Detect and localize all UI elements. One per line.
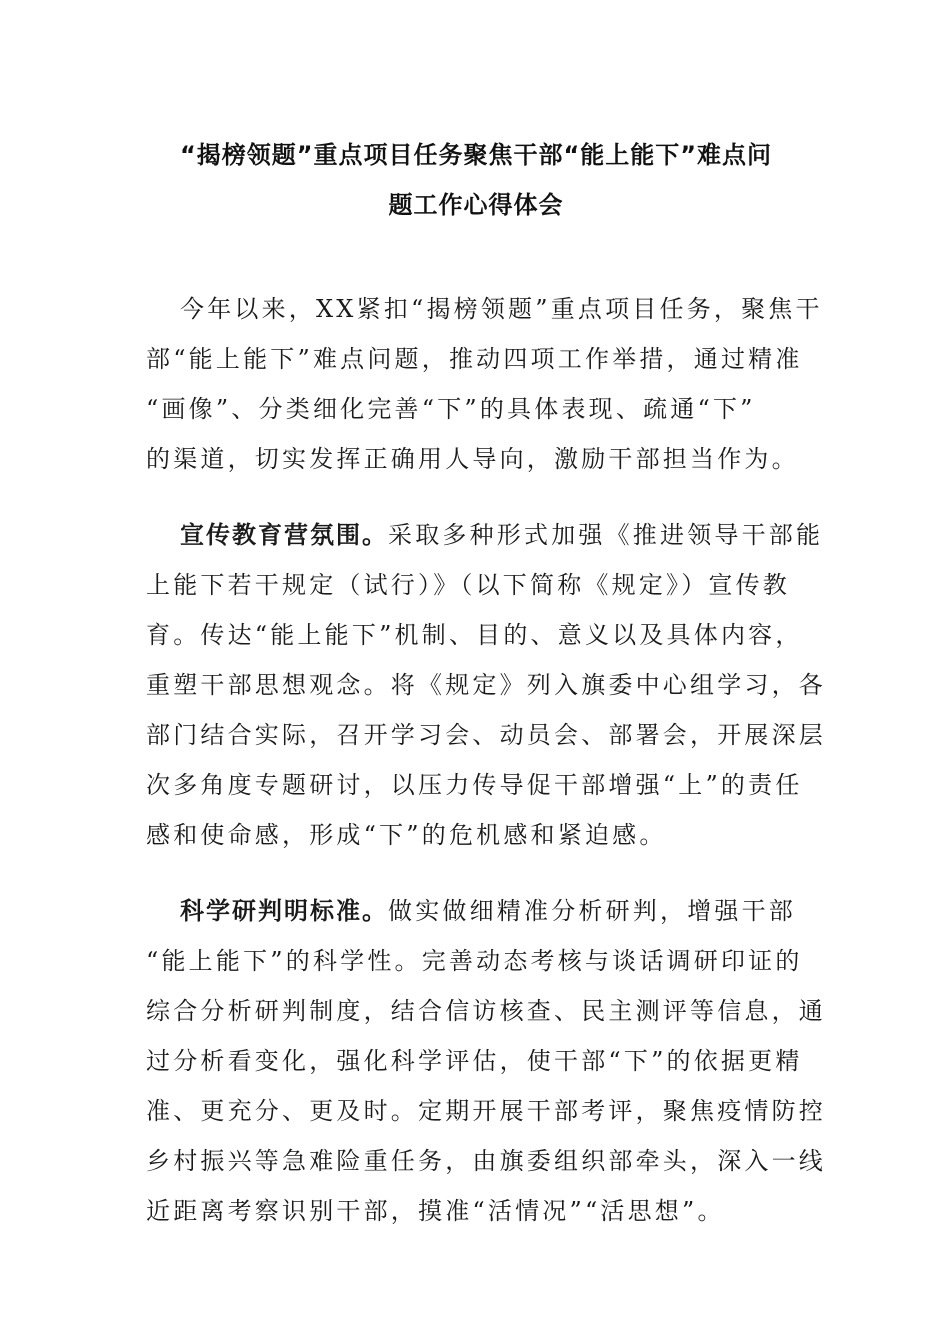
paragraph-line: 重塑干部思想观念。将《规定》列入旗委中心组学习，各 xyxy=(146,671,826,699)
paragraph-line: 上能下若干规定（试行）》（以下简称《规定》）宣传教 xyxy=(146,571,790,599)
paragraph-line: “能上能下”的科学性。完善动态考核与谈话调研印证的 xyxy=(146,947,803,975)
paragraph-line: 乡村振兴等急难险重任务，由旗委组织部牵头，深入一线 xyxy=(146,1147,826,1175)
paragraph-text: 做实做细精准分析研判，增强干部 xyxy=(388,897,796,925)
paragraph-line: 感和使命感，形成“下”的危机感和紧迫感。 xyxy=(146,821,667,849)
document-title xyxy=(146,0,806,230)
paragraph-line: 部“能上能下”难点问题，推动四项工作举措，通过精准 xyxy=(146,345,803,373)
paragraph-text: 采取多种形式加强《推进领导干部能 xyxy=(388,521,824,549)
paragraph-line: 次多角度专题研讨，以压力传导促干部增强“上”的责任 xyxy=(146,771,803,799)
title-line-1: “揭榜领题”重点项目任务聚焦干部“能上能下”难点问 xyxy=(179,141,773,169)
paragraph-line: 近距离考察识别干部，摸准“活情况”“活思想”。 xyxy=(146,1197,725,1225)
paragraph-line: 今年以来，XX紧扣“揭榜领题”重点项目任务，聚焦干 xyxy=(180,295,823,323)
section-paragraph-assessment xyxy=(146,886,826,1236)
section-paragraph-publicity xyxy=(146,510,826,860)
document-body xyxy=(146,284,826,1236)
paragraph-line: 综合分析研判制度，结合信访核查、民主测评等信息，通 xyxy=(146,997,826,1025)
paragraph-line: “画像”、分类细化完善“下”的具体表现、疏通“下” xyxy=(146,395,756,423)
paragraph-line: 准、更充分、更及时。定期开展干部考评，聚焦疫情防控 xyxy=(146,1097,826,1125)
paragraph-line: 的渠道，切实发挥正确用人导向，激励干部担当作为。 xyxy=(146,445,799,473)
paragraph-first-line xyxy=(146,886,806,936)
paragraph-line: 过分析看变化，强化科学评估，使干部“下”的依据更精 xyxy=(146,1047,803,1075)
intro-paragraph xyxy=(146,284,823,484)
paragraph-first-line xyxy=(146,510,824,560)
section-heading: 宣传教育营氛围。 xyxy=(180,521,388,549)
paragraph-line: 部门结合实际，召开学习会、动员会、部署会，开展深层 xyxy=(146,721,826,749)
section-heading: 科学研判明标准。 xyxy=(180,897,388,925)
paragraph-line: 育。传达“能上能下”机制、目的、意义以及具体内容， xyxy=(146,621,803,649)
title-line-2: 题工作心得体会 xyxy=(388,191,564,219)
document-page xyxy=(146,0,826,1262)
